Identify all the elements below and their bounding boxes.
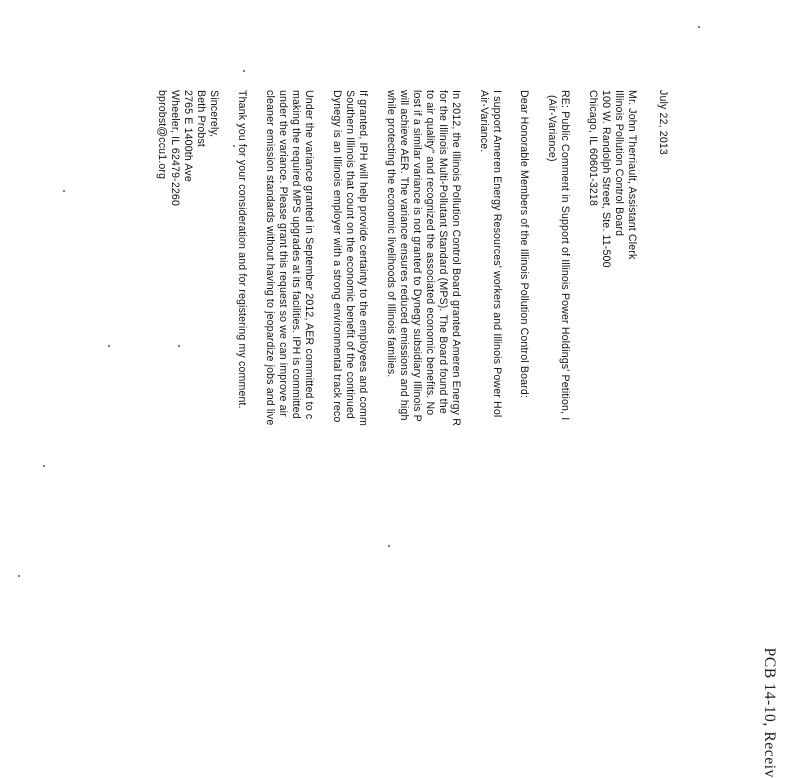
salutation: Dear Honorable Members of the Illinois Pollution Control Board: (518, 90, 530, 398)
scan-speck (698, 26, 700, 28)
signer-name: Beth Probst (195, 90, 207, 148)
paragraph-5-line: Thank you for your consideration and for registering my comment. (236, 90, 248, 409)
subject-line: RE: Public Comment in Support of Illinois Power Holdings' Petition, I (559, 90, 571, 421)
paragraph-3-line: Dynegy is an Illinois employer with a strong environmental track reco (331, 90, 343, 423)
paragraph-3-line: Southern Illinois that count on the economic benefit of the continued (344, 90, 356, 419)
paragraph-2-line: to air quality" and recognized the associated economic benefits. No (424, 90, 436, 416)
scan-speck (63, 190, 65, 192)
scan-speck (18, 575, 20, 577)
scan-speck (108, 345, 110, 347)
signer-email: bprobst@ccu1.org (156, 90, 168, 180)
filing-stamp: PCB 14-10, Receiv (761, 647, 778, 778)
paragraph-1-line: I support Ameren Energy Resources' workers and Illinois Power Hol (491, 90, 503, 418)
recipient-name: Mr. John Therriault, Assistant Clerk (626, 90, 638, 260)
paragraph-2-line: while protecting the economic livelihoods of Illinois families. (385, 90, 397, 378)
paragraph-4-line: under the variance. Please grant this request so we can improve air (277, 90, 289, 417)
scan-speck (43, 465, 45, 467)
recipient-city: Chicago, IL 60601-3218 (587, 90, 599, 206)
signer-street: 2765 E 1400th Ave (182, 90, 194, 182)
closing: Sincerely, (208, 90, 220, 138)
scan-speck (178, 345, 180, 347)
paragraph-2-line: for the Illinois Multi-Pollutant Standard (MPS). The Board found the (437, 90, 449, 414)
paragraph-4-line: cleaner emission standards without having to jeopardize jobs and live (264, 90, 276, 426)
scan-speck (243, 70, 245, 72)
paragraph-2-line: lost if a similar variance is not granted to Dynegy subsidiary Illinois P (411, 90, 423, 422)
paragraph-1-line: Air-Variance. (478, 90, 490, 153)
paragraph-3-line: If granted, IPH will help provide certainty to the employees and comm (357, 90, 369, 426)
letter-date: July 22, 2013 (657, 90, 669, 155)
paragraph-2-line: In 2012, the Illinois Pollution Control Board granted Ameren Energy R (450, 90, 462, 427)
subject-line-continued: (Air-Variance) (546, 95, 558, 162)
paragraph-2-line: will achieve AER. The variance ensures reduced emissions and high (398, 90, 410, 421)
paragraph-4-line: making the required MPS upgrades at its facilities. IPH is committed (290, 90, 302, 419)
paragraph-4-line: Under the variance granted in September 2012, AER committed to c (303, 90, 315, 420)
scan-speck (233, 145, 235, 147)
recipient-organization: Illinois Pollution Control Board (613, 90, 625, 237)
scan-speck (388, 545, 390, 547)
signer-city: Wheeler, IL 62479-2260 (169, 90, 181, 206)
recipient-street: 100 W. Randolph Street, Ste. 11-500 (600, 90, 612, 268)
